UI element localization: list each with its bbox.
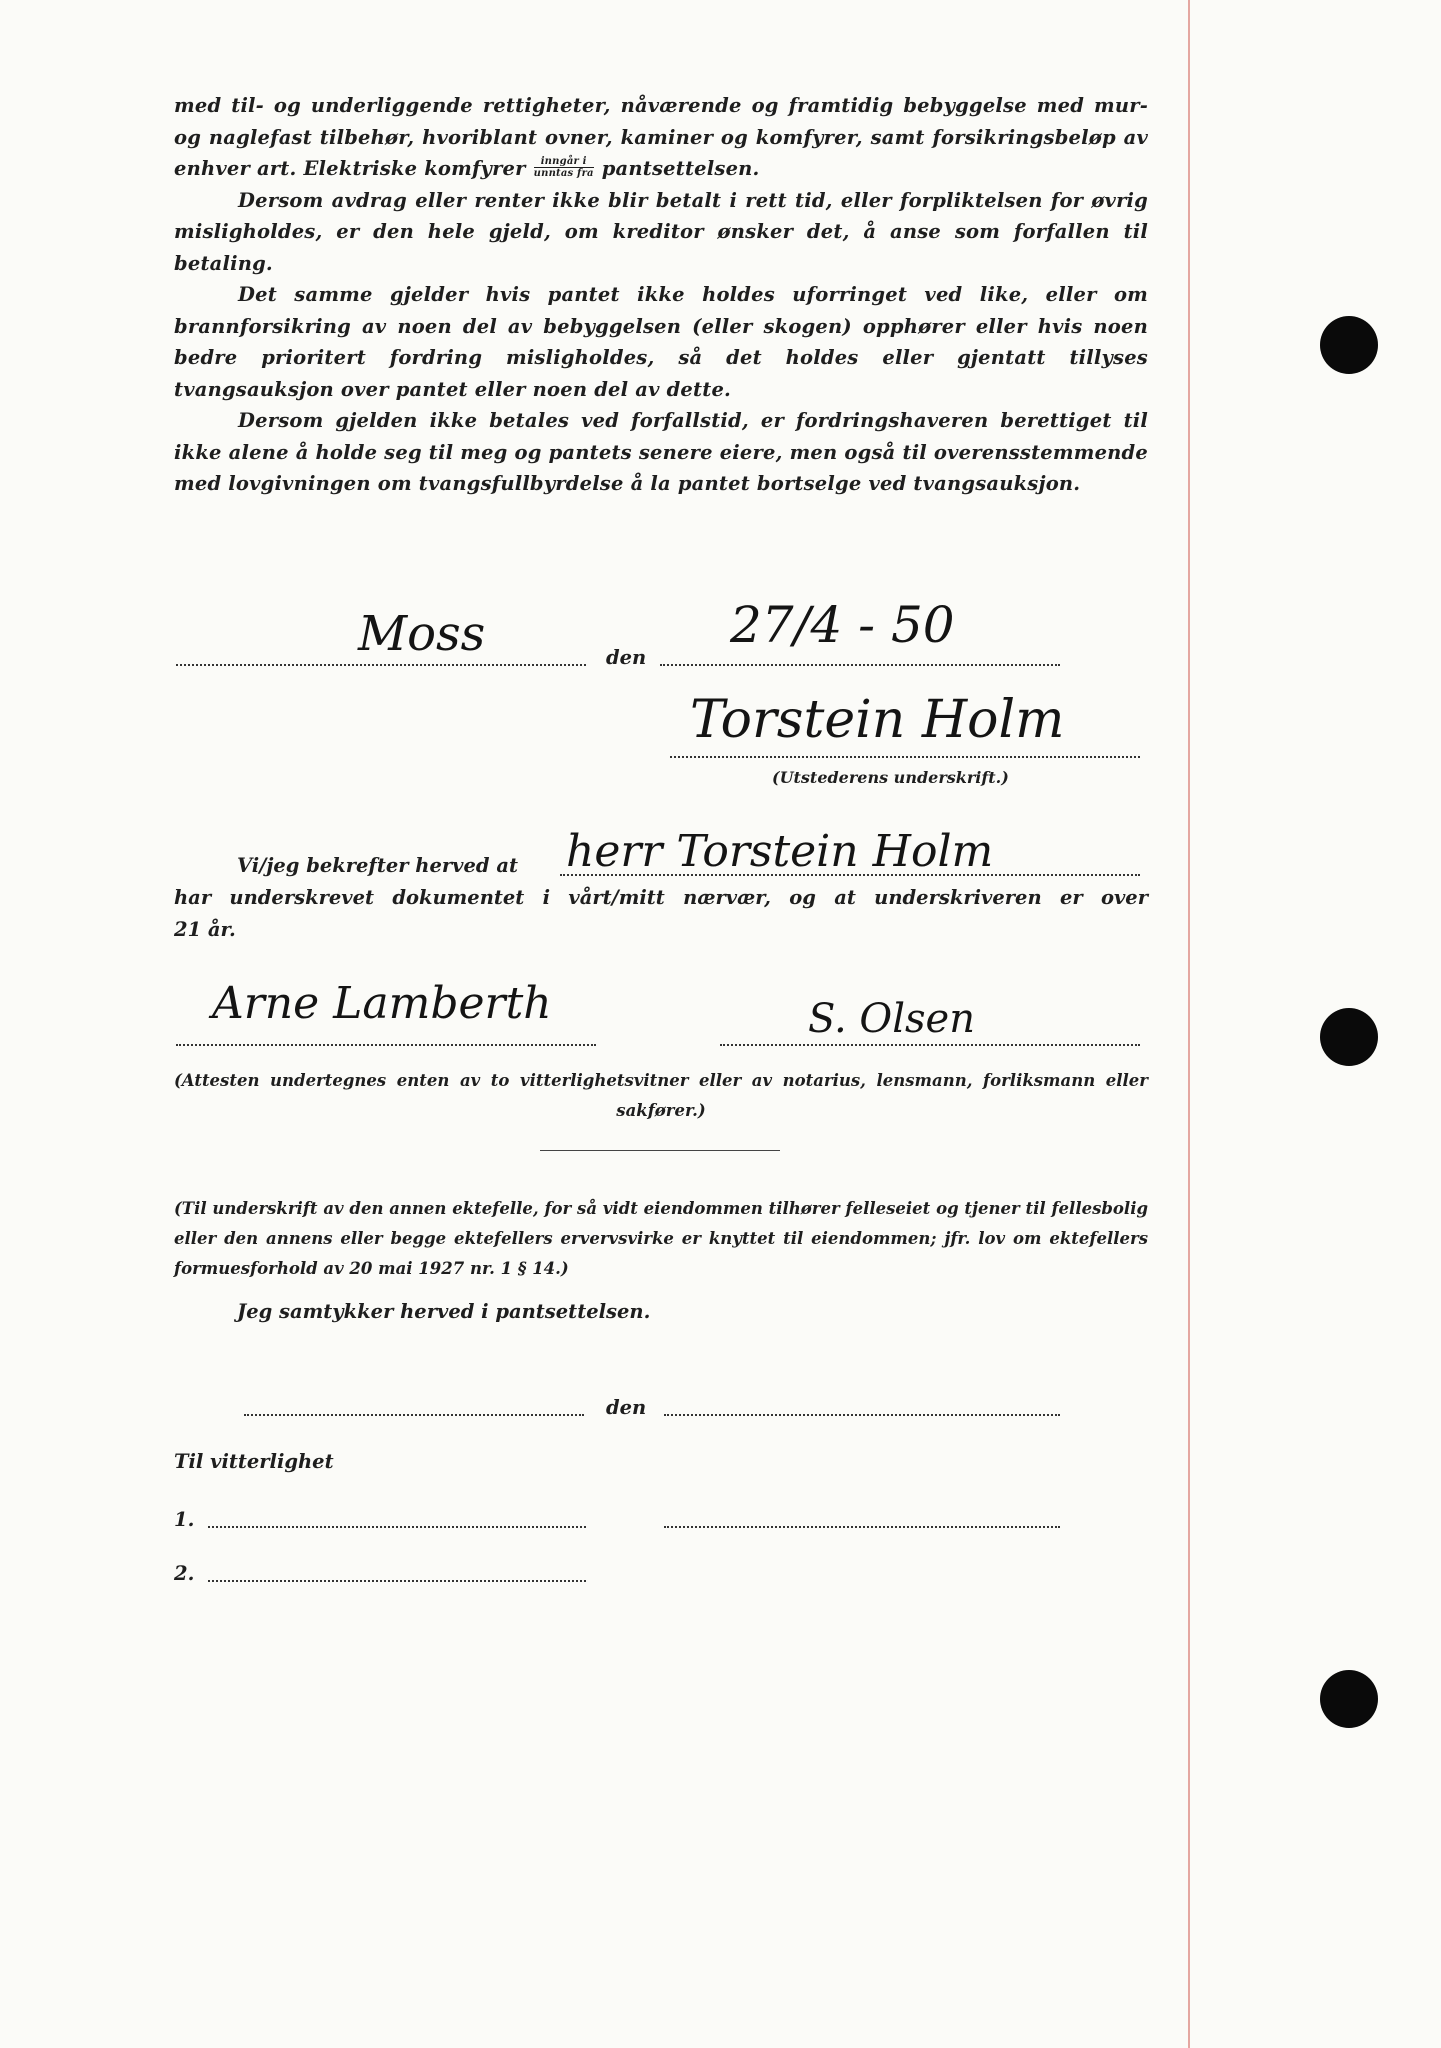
confirm-prefix: Vi/jeg bekrefter herved at: [237, 854, 518, 877]
confirm-name-handwritten: herr Torstein Holm: [566, 826, 994, 877]
paragraph-2: Dersom avdrag eller renter ikke blir betalt i rett tid, eller forpliktelsen for øvrig misligholdes, er den hele gjeld, om kreditor ønsker det, å anse som forfallen til betaling.: [174, 188, 1148, 275]
witness-number-2: 2.: [174, 1562, 195, 1585]
witness-1-line: [176, 1044, 596, 1046]
witness-1-signature: Arne Lamberth: [212, 978, 552, 1029]
witness-2-line: [720, 1044, 1140, 1046]
witness-2-signature: S. Olsen: [808, 996, 975, 1042]
page-margin-line: [1188, 0, 1190, 2048]
paragraph-1: med til- og underliggende rettigheter, nåværende og framtidig bebyggelse med mur- og naglefast tilbehør, hvoriblant ovner, kaminer og komfyrer, samt forsikringsbeløp av enhver art. Elektriske komfyrer $\frac{\text{inngår i}}{\text{unntas fra}}$ pantsettelsen.: [174, 94, 1148, 180]
fraction-choice: $\frac{\text{inngår i}}{\text{unntas fra}}$: [533, 156, 594, 179]
consent-text: Jeg samtykker herved i pantsettelsen.: [237, 1300, 651, 1323]
punch-hole: [1320, 316, 1378, 374]
attest-note: (Attesten undertegnes enten av to vitterlighetsvitner eller av notarius, lensmann, forliksmann eller sakfører.): [174, 1071, 1148, 1120]
punch-hole: [1320, 1008, 1378, 1066]
issuer-caption: (Utstederens underskrift.): [772, 768, 1009, 787]
separator-rule: [540, 1150, 780, 1151]
confirm-line-3: 21 år.: [174, 918, 236, 941]
den-label: den: [606, 646, 647, 669]
consent-place-line: [244, 1414, 584, 1416]
til-vitterlighet-line-2: [208, 1580, 586, 1582]
issuer-signature-line: [670, 756, 1140, 758]
place-dotted-line: [176, 664, 586, 666]
consent-date-line: [664, 1414, 1060, 1416]
issuer-signature: Torstein Holm: [690, 690, 1065, 750]
paragraph-4: Dersom gjelden ikke betales ved forfallstid, er fordringshaveren berettiget til ikke alene å holde seg til meg og pantets senere eiere, men også til overensstemmende med lovgivningen om tvangsfullbyrdelse å la pantet bortselge ved tvangsauksjon.: [174, 409, 1148, 495]
til-vitterlighet-line-1b: [664, 1526, 1060, 1528]
body-text: [174, 90, 1148, 500]
punch-hole: [1320, 1670, 1378, 1728]
spouse-note: (Til underskrift av den annen ektefelle, for så vidt eiendommen tilhører felleseiet og tjener til fellesbolig eller den annens eller begge ektefellers ervervsvirke er knyttet til eiendommen; jfr. lov om ektefellers formuesforhold av 20 mai 1927 nr. 1 § 14.): [174, 1199, 1148, 1278]
witness-number-1: 1.: [174, 1508, 195, 1531]
confirm-line-2: har underskrevet dokumentet i vårt/mitt nærvær, og at underskriveren er over: [174, 886, 1148, 909]
til-vitterlighet-line-1a: [208, 1526, 586, 1528]
til-vitterlighet-heading: Til vitterlighet: [174, 1450, 334, 1473]
place-handwritten: Moss: [358, 606, 486, 662]
date-dotted-line: [660, 664, 1060, 666]
date-handwritten: 27/4 - 50: [730, 596, 955, 654]
paragraph-3: Det samme gjelder hvis pantet ikke holdes uforringet ved like, eller om brannforsikring av noen del av bebyggelsen (eller skogen) opphører eller hvis noen bedre prioritert fordring misligholdes, så det holdes eller gjentatt tillyses tvangsauksjon over pantet eller noen del av dette.: [174, 283, 1148, 401]
consent-den-label: den: [606, 1396, 647, 1419]
